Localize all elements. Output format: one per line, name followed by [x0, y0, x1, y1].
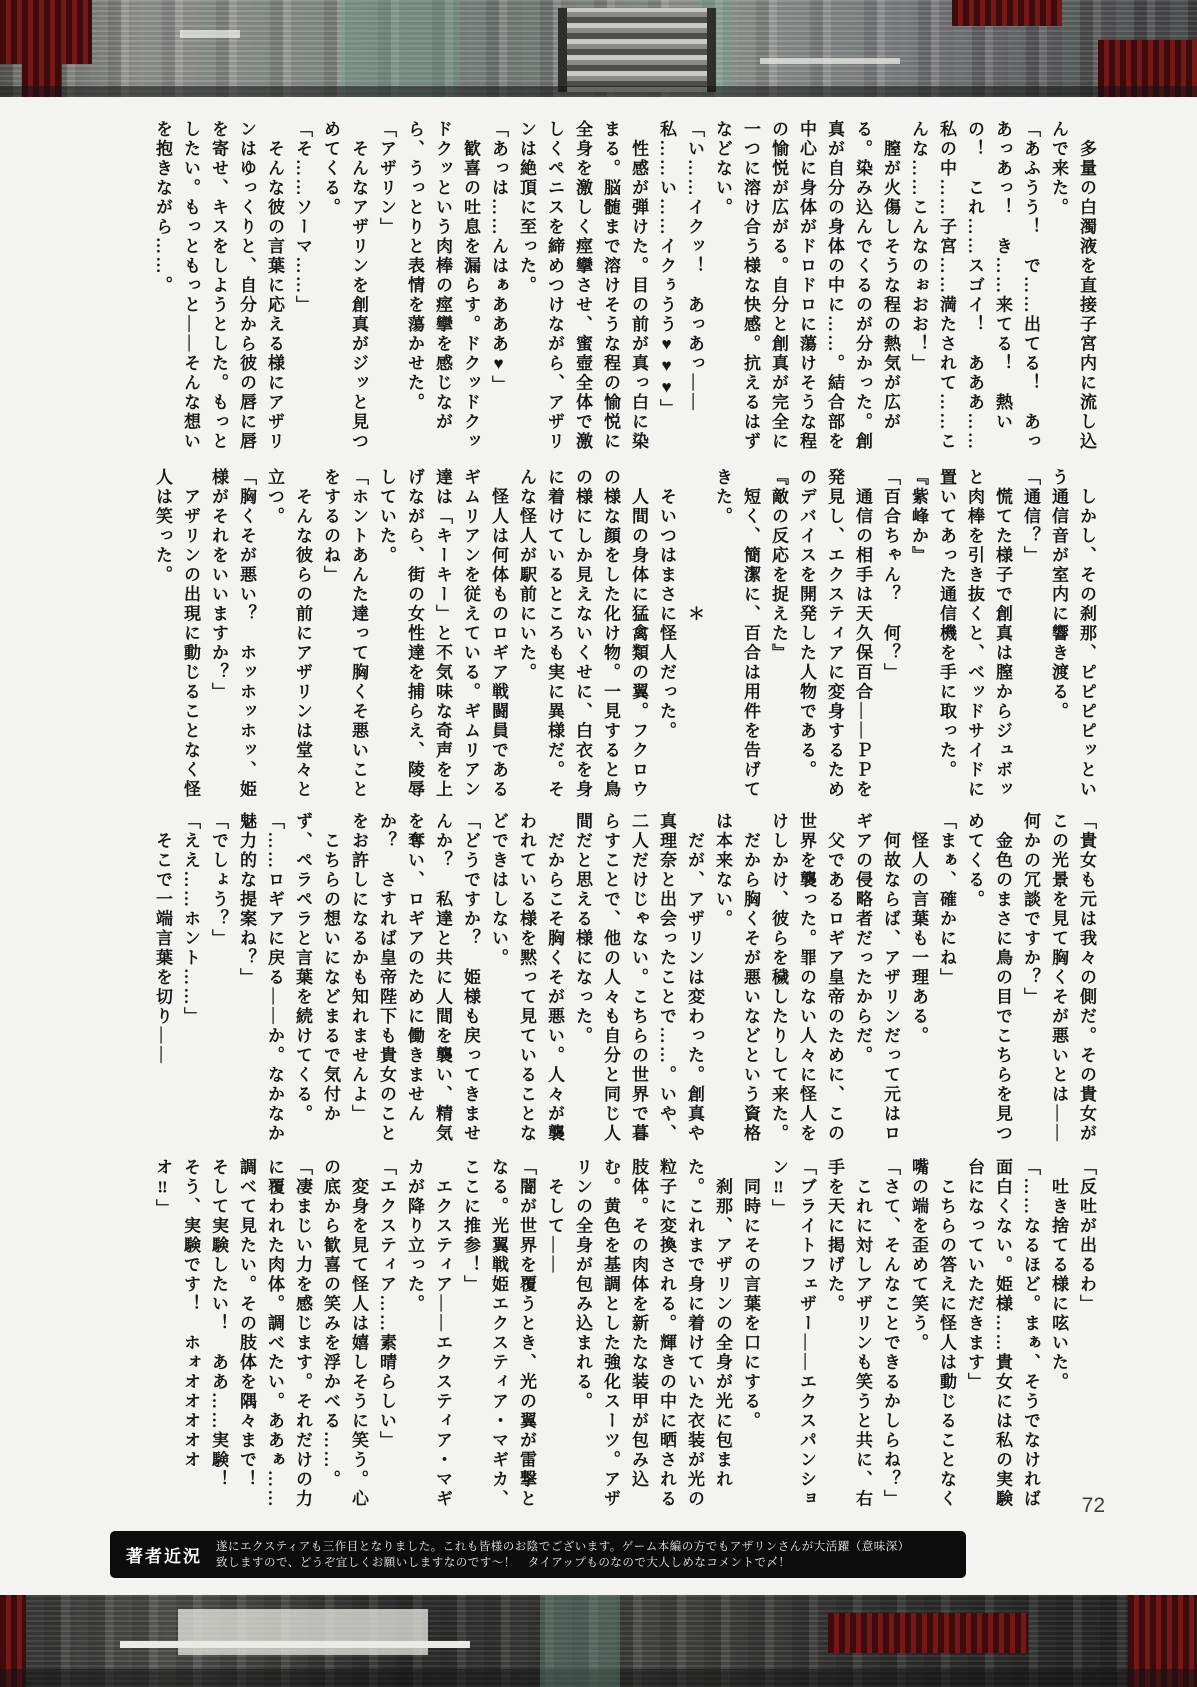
page-number: 72	[1081, 1494, 1105, 1517]
paragraph: 「あふうう！ で……出てる！ あっあっあっ！ き……来てる！ 熱いの！ これ……スゴイ！ あああ……私の中……子宮……満たされて……こんな……こんなのぉおお！」	[909, 120, 1040, 452]
paragraph: 「さて、そんなことできるかしらね？」	[881, 1158, 900, 1509]
paragraph: 同時にその言葉を口にする。	[741, 1158, 760, 1431]
paragraph: 「どうですか？ 姫様も戻ってきませんか？ 私達と共に人間を襲い、精気を奪い、ロギアのために働きませんか？ さすれば皇帝陛下も貴女のことをお許しになるかも知れませんよ」	[349, 812, 480, 1144]
paragraph: 「胸くそが悪い？ ホッホッホッ、姫様がそれをいいますか？」	[209, 468, 256, 800]
paragraph: 「凄まじい力を感じます。それだけの力に覆われた肉体。調べたい。ああぁ……調べて見たい。その肢体を隅々まで！ そして実験したい！ ああ……実験！ そう、実験です！ ホォオオオオオオ‼」	[153, 1158, 312, 1509]
author-note-line2: 致しますので、どうぞ宜しくお願いしますなのです〜！ タイアップものなので大人しめなコメントで〆！	[216, 1556, 791, 1569]
paragraph: そいつはまさに怪人だった。	[657, 468, 676, 741]
paragraph: 「そ……ソーマ……」	[293, 120, 312, 315]
paragraph: エクスティア――エクスティア・マギカが降り立った。	[405, 1158, 452, 1509]
paragraph: 「ホントあんた達って胸くそ悪いことをするのね」	[321, 468, 368, 800]
paragraph: 「通信？」	[1021, 468, 1040, 566]
glitch-strip	[0, 86, 1197, 97]
glitch-strip	[120, 1641, 470, 1648]
paragraph: そして――	[545, 1158, 564, 1275]
paragraph: だからこそ胸くそが悪い。人々が襲われている様を黙って見ていることなどできはしない。	[489, 812, 564, 1144]
paragraph: そんな彼らの前にアザリンは堂々と立つ。	[265, 468, 312, 800]
paragraph: 怪人の言葉も一理ある。	[909, 812, 928, 1046]
paragraph: 怪人は何体ものロギア戦闘員であるギムリアンを従えている。ギムリアン達は「キーキー」と不気味な奇声を上げながら、街の女性達を捕らえ、陵辱していた。	[377, 468, 508, 800]
paragraph: 「ブライトフェザー――エクスパンション‼」	[769, 1158, 816, 1509]
paragraph: そんな彼の言葉に応える様にアザリンはゆっくりと、自分から彼の唇に唇を寄せ、キスをしようとした。もっとしたい。もっともっと――そんな想いを抱きながら……。	[153, 120, 284, 452]
paragraph: 性感が弾けた。目の前が真っ白に染まる。脳髄まで溶けそうな程の愉悦に全身を激しく痙攣させ、蜜壺全体で激しくペニスを締めつけながら、アザリンは絶頂に至った。	[517, 120, 648, 452]
paragraph: そこで一端言葉を切り――	[153, 812, 172, 1066]
author-note-line1: 遂にエクスティアも三作目となりました。これも皆様のお陰でございます。ゲーム本編の方でもアザリンさんが大活躍（意味深）	[216, 1540, 910, 1553]
paragraph: 「……なるほど。まぁ、そうでなければ面白くない。姫様……貴女には私の実験台になっていただきます」	[965, 1158, 1040, 1509]
paragraph: 変身を見て怪人は嬉しそうに笑う。心の底から歓喜の笑みを浮かべる……。	[321, 1158, 368, 1509]
paragraph: 「……ロギアに戻る――か。なかなか魅力的な提案ね？」	[237, 812, 284, 1144]
paragraph: アザリンの出現に動じることなく怪人は笑った。	[153, 468, 200, 800]
text-row-4	[125, 1158, 1100, 1510]
paragraph: 人間の身体に猛禽類の翼。フクロウの様な顔をした化け物。一見すると鳥の様にしか見えないくせに、白衣を身に着けているところも実に異様だ。そんな怪人が駅前にいた。	[517, 468, 648, 800]
glitch-block	[540, 1595, 620, 1687]
paragraph: 「百合ちゃん？ 何？」	[881, 468, 900, 683]
paragraph: そんなアザリンを創真がジッと見つめてくる。	[321, 120, 368, 452]
paragraph: 『紫峰か』	[909, 468, 928, 566]
glitch-block	[0, 0, 92, 64]
paragraph: 『敵の反応を捉えた』	[769, 468, 788, 663]
paragraph: 何故ならば、アザリンだって元はロギアの侵略者だったからだ。	[853, 812, 900, 1144]
text-row-1	[125, 120, 1100, 465]
paragraph: 「あっは……んはぁあああ♥」	[489, 120, 508, 395]
paragraph: ＊	[685, 468, 704, 624]
paragraph: 多量の白濁液を直接子宮内に流し込んで来た。	[1049, 120, 1096, 452]
paragraph: 父であるロギア皇帝のために、この世界を襲った。罪のない人々に怪人をけしかけ、彼らを穢したりして来た。	[769, 812, 844, 1144]
paragraph: 膣が火傷しそうな程の熱気が広がる。染み込んでくるのが分かった。創真が自分の身体の中に……。結合部を中心に身体がドロドロに蕩けそうな程の愉悦が広がる。自分と創真が完全に一つに溶け合う様な快感。抗えるはずなどない。	[713, 120, 900, 452]
paragraph: 「でしょう？」	[209, 812, 228, 949]
paragraph: これに対しアザリンも笑うと共に、右手を天に掲げた。	[825, 1158, 872, 1509]
paragraph: 「アザリン」	[377, 120, 396, 237]
author-note-text	[216, 1539, 910, 1571]
paragraph: だから胸くそが悪いなどという資格は本来ない。	[713, 812, 760, 1144]
author-note-label: 著者近況	[126, 1547, 202, 1566]
paragraph: 「貴女も元は我々の側だ。その貴女がこの光景を見て胸くそが悪いとは――何かの冗談ですか？」	[1021, 812, 1096, 1144]
glitch-strip	[180, 30, 240, 38]
footer-banner-art	[0, 1595, 1197, 1687]
glitch-strip	[760, 58, 900, 64]
paragraph: 「エクスティア……素晴らしい」	[377, 1158, 396, 1451]
paragraph: 「い……イクッ！ あっあっ――私……い……イクぅうう♥♥♥」	[657, 120, 704, 419]
paragraph: こちらの想いになどまるで気付かず、ペラペラと言葉を続けてくる。	[293, 812, 340, 1124]
text-row-2	[125, 468, 1100, 808]
paragraph: 「まぁ、確かにね」	[937, 812, 956, 988]
paragraph: 金色のまさに鳥の目でこちらを見つめてくる。	[965, 812, 1012, 1144]
glitch-block	[828, 1613, 1028, 1653]
paragraph: 慌てた様子で創真は膣からジュボッと肉棒を引き抜くと、ベッドサイドに置いてあった通信機を手に取った。	[937, 468, 1012, 800]
paragraph: しかし、その刹那、ピピピピッという通信音が室内に響き渡る。	[1049, 468, 1096, 800]
text-row-3	[125, 812, 1100, 1152]
paragraph: 短く、簡潔に、百合は用件を告げてきた。	[713, 468, 760, 800]
paragraph: だが、アザリンは変わった。創真や真理奈と出会ったことで……。いや、二人だけじゃない。こちらの世界で暮らすことで、他の人々も自分と同じ人間だと思える様になった。	[573, 812, 704, 1144]
paragraph: 通信の相手は天久保百合――ＰＰを発見し、エクスティアに変身するためのデバイスを開発した人物である。	[797, 468, 872, 800]
paragraph: 「闇が世界を覆うとき、光の翼が雷撃となる。光翼戦姫エクスティア・マギカ、ここに推参！」	[461, 1158, 536, 1509]
stairs-photo	[558, 8, 716, 92]
paragraph: 「ええ……ホント……」	[181, 812, 200, 1027]
paragraph: こちらの答えに怪人は動じることなく嘴の端を歪めて笑う。	[909, 1158, 956, 1509]
glitch-block	[340, 0, 460, 97]
paragraph: 「反吐が出るわ」	[1077, 1158, 1096, 1314]
glitch-block	[952, 0, 1062, 26]
paragraph: 吐き捨てる様に呟いた。	[1049, 1158, 1068, 1392]
glitch-block	[178, 1609, 428, 1655]
author-note-bar	[110, 1531, 966, 1578]
paragraph: 刹那、アザリンの全身が光に包まれた。これまで身に着けていた衣装が光の粒子に変換される。輝きの中に晒される肢体。その肉体を新たな装甲が包み込む。黄色を基調とした強化スーツ。アザリンの全身が包み込まれる。	[573, 1158, 732, 1509]
header-banner-art	[0, 0, 1197, 97]
paragraph: 歓喜の吐息を漏らす。ドクッドクッドクッという肉棒の痙攣を感じながら、うっとりと表情を蕩かせた。	[405, 120, 480, 452]
